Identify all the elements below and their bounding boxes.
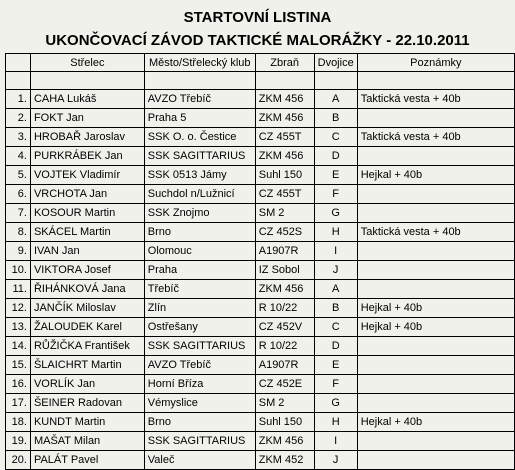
weapon: Suhl 150 <box>255 413 314 432</box>
row-number: 15. <box>6 356 31 375</box>
shooter-name: MAŠAT Milan <box>30 432 144 451</box>
weapon: SM 2 <box>255 394 314 413</box>
table-row <box>6 223 515 242</box>
note: Hejkal + 40b <box>357 299 514 318</box>
note <box>357 109 514 128</box>
shooter-club: SSK O. o. Čestice <box>144 128 255 147</box>
shooter-club: Brno <box>144 413 255 432</box>
table-row <box>6 451 515 470</box>
shooter-name: VRCHOTA Jan <box>30 185 144 204</box>
note <box>357 280 514 299</box>
shooter-club: SSK 0513 Jámy <box>144 166 255 185</box>
weapon: ZKM 456 <box>255 109 314 128</box>
note: Hejkal + 40b <box>357 318 514 337</box>
start-list-table <box>5 53 515 470</box>
header-pair: Dvojice <box>314 54 357 72</box>
pair-letter: I <box>314 432 357 451</box>
shooter-club: Olomouc <box>144 242 255 261</box>
pair-letter: I <box>314 242 357 261</box>
pair-letter: C <box>314 318 357 337</box>
weapon: R 10/22 <box>255 299 314 318</box>
shooter-club: Praha 5 <box>144 109 255 128</box>
row-number: 10. <box>6 261 31 280</box>
note <box>357 394 514 413</box>
note: Hejkal + 40b <box>357 413 514 432</box>
row-number: 2. <box>6 109 31 128</box>
row-number: 17. <box>6 394 31 413</box>
pair-letter: E <box>314 356 357 375</box>
pair-letter: H <box>314 413 357 432</box>
note <box>357 375 514 394</box>
shooter-club: SSK SAGITTARIUS <box>144 147 255 166</box>
shooter-club: AVZO Třebíč <box>144 90 255 109</box>
weapon: CZ 452E <box>255 375 314 394</box>
weapon: CZ 455T <box>255 128 314 147</box>
pair-letter: J <box>314 261 357 280</box>
table-row <box>6 128 515 147</box>
note <box>357 185 514 204</box>
row-number: 5. <box>6 166 31 185</box>
row-number: 20. <box>6 451 31 470</box>
pair-letter: G <box>314 394 357 413</box>
header-weapon: Zbraň <box>255 54 314 72</box>
note <box>357 451 514 470</box>
table-row <box>6 109 515 128</box>
note <box>357 337 514 356</box>
pair-letter: D <box>314 337 357 356</box>
header-notes: Poznámky <box>357 54 514 72</box>
shooter-club: SSK Znojmo <box>144 204 255 223</box>
row-number: 13. <box>6 318 31 337</box>
shooter-name: SKÁCEL Martin <box>30 223 144 242</box>
table-row <box>6 166 515 185</box>
shooter-club: Zlín <box>144 299 255 318</box>
shooter-name: IVAN Jan <box>30 242 144 261</box>
weapon: SM 2 <box>255 204 314 223</box>
pair-letter: J <box>314 451 357 470</box>
shooter-name: VIKTORA Josef <box>30 261 144 280</box>
pair-letter: A <box>314 90 357 109</box>
note <box>357 147 514 166</box>
table-row <box>6 337 515 356</box>
pair-letter: D <box>314 147 357 166</box>
table-row <box>6 280 515 299</box>
row-number: 18. <box>6 413 31 432</box>
shooter-club: Vémyslice <box>144 394 255 413</box>
row-number: 16. <box>6 375 31 394</box>
shooter-name: PALÁT Pavel <box>30 451 144 470</box>
weapon: A1907R <box>255 242 314 261</box>
shooter-club: Ostřešany <box>144 318 255 337</box>
weapon: ZKM 456 <box>255 432 314 451</box>
shooter-name: FOKT Jan <box>30 109 144 128</box>
row-number: 8. <box>6 223 31 242</box>
note <box>357 242 514 261</box>
pair-letter: A <box>314 280 357 299</box>
table-row <box>6 318 515 337</box>
shooter-name: CAHA Lukáš <box>30 90 144 109</box>
weapon: Suhl 150 <box>255 166 314 185</box>
row-number: 1. <box>6 90 31 109</box>
row-number: 4. <box>6 147 31 166</box>
page-title: STARTOVNÍ LISTINA <box>183 9 332 26</box>
row-number: 14. <box>6 337 31 356</box>
shooter-name: JANČÍK Miloslav <box>30 299 144 318</box>
shooter-club: SSK SAGITTARIUS <box>144 432 255 451</box>
table-row <box>6 242 515 261</box>
note <box>357 204 514 223</box>
pair-letter: B <box>314 109 357 128</box>
table-row <box>6 185 515 204</box>
shooter-club: AVZO Třebíč <box>144 356 255 375</box>
shooter-club: Praha <box>144 261 255 280</box>
note <box>357 356 514 375</box>
note: Taktická vesta + 40b <box>357 90 514 109</box>
pair-letter: G <box>314 204 357 223</box>
table-row <box>6 375 515 394</box>
weapon: CZ 455T <box>255 185 314 204</box>
note: Hejkal + 40b <box>357 166 514 185</box>
weapon: ZKM 456 <box>255 280 314 299</box>
pair-letter: C <box>314 128 357 147</box>
note: Taktická vesta + 40b <box>357 223 514 242</box>
shooter-club: Třebíč <box>144 280 255 299</box>
weapon: IZ Sobol <box>255 261 314 280</box>
pair-letter: F <box>314 375 357 394</box>
table-row <box>6 299 515 318</box>
pair-letter: B <box>314 299 357 318</box>
note <box>357 261 514 280</box>
shooter-name: ŽALOUDEK Karel <box>30 318 144 337</box>
shooter-name: KUNDT Martin <box>30 413 144 432</box>
note <box>357 432 514 451</box>
spacer-row <box>6 72 515 90</box>
weapon: CZ 452S <box>255 223 314 242</box>
header-shooter: Střelec <box>30 54 144 72</box>
weapon: ZKM 456 <box>255 147 314 166</box>
header-number <box>6 54 31 72</box>
row-number: 3. <box>6 128 31 147</box>
row-number: 7. <box>6 204 31 223</box>
row-number: 19. <box>6 432 31 451</box>
page-subtitle: UKONČOVACÍ ZÁVOD TAKTICKÉ MALORÁŽKY - 22.10.2011 <box>45 32 470 49</box>
weapon: A1907R <box>255 356 314 375</box>
shooter-name: VOJTEK Vladimír <box>30 166 144 185</box>
weapon: R 10/22 <box>255 337 314 356</box>
shooter-name: ŠLAICHRT Martin <box>30 356 144 375</box>
shooter-name: ŘIHÁNKOVÁ Jana <box>30 280 144 299</box>
table-row <box>6 204 515 223</box>
shooter-name: RŮŽIČKA František <box>30 337 144 356</box>
note: Taktická vesta + 40b <box>357 128 514 147</box>
table-row <box>6 90 515 109</box>
shooter-name: HROBAŘ Jaroslav <box>30 128 144 147</box>
row-number: 9. <box>6 242 31 261</box>
pair-letter: E <box>314 166 357 185</box>
pair-letter: H <box>314 223 357 242</box>
shooter-name: KOSOUR Martin <box>30 204 144 223</box>
table-row <box>6 261 515 280</box>
row-number: 12. <box>6 299 31 318</box>
table-row <box>6 413 515 432</box>
shooter-club: Valeč <box>144 451 255 470</box>
table-row <box>6 356 515 375</box>
weapon: ZKM 452 <box>255 451 314 470</box>
shooter-name: VORLÍK Jan <box>30 375 144 394</box>
shooter-club: SSK SAGITTARIUS <box>144 337 255 356</box>
header-row <box>6 54 515 72</box>
row-number: 6. <box>6 185 31 204</box>
table-row <box>6 394 515 413</box>
weapon: CZ 452V <box>255 318 314 337</box>
table-row <box>6 147 515 166</box>
table-row <box>6 432 515 451</box>
pair-letter: F <box>314 185 357 204</box>
shooter-name: PURKRÁBEK Jan <box>30 147 144 166</box>
shooter-club: Suchdol n/Lužnicí <box>144 185 255 204</box>
header-club: Město/Střelecký klub <box>144 54 255 72</box>
weapon: ZKM 456 <box>255 90 314 109</box>
shooter-club: Brno <box>144 223 255 242</box>
shooter-club: Horní Bříza <box>144 375 255 394</box>
row-number: 11. <box>6 280 31 299</box>
shooter-name: ŠEINER Radovan <box>30 394 144 413</box>
